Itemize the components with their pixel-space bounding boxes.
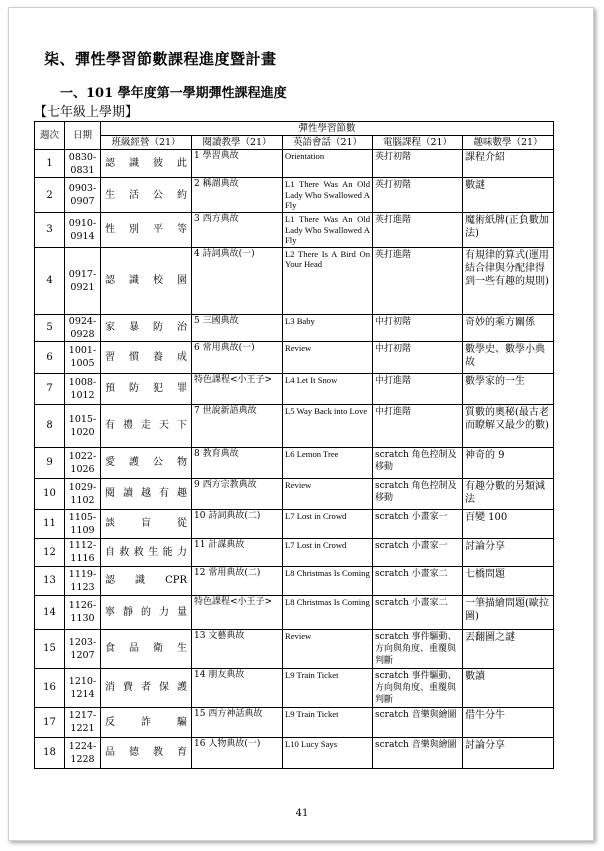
table-row bbox=[35, 314, 554, 341]
computer-cell: 英打進階 bbox=[373, 213, 463, 248]
header-computer: 電腦課程（21） bbox=[373, 136, 463, 150]
week-cell: 7 bbox=[35, 373, 65, 404]
class-management-cell: 閱讀越有趣 bbox=[101, 478, 192, 509]
table-row bbox=[35, 213, 554, 248]
reading-cell: 12 常用典故(二) bbox=[192, 566, 283, 595]
table-row bbox=[35, 707, 554, 737]
computer-cell: scratch 小畫家一 bbox=[373, 538, 463, 566]
date-cell: 1022-1026 bbox=[65, 447, 101, 478]
header-reading: 閱讀教學（21） bbox=[192, 136, 283, 150]
table-row bbox=[35, 150, 554, 178]
math-cell: 數讀 bbox=[463, 668, 554, 707]
math-cell: 討論分享 bbox=[463, 737, 554, 768]
week-cell: 10 bbox=[35, 478, 65, 509]
schedule-table bbox=[34, 121, 554, 769]
math-cell: 百變 100 bbox=[463, 509, 554, 538]
computer-cell: scratch 角色控制及移動 bbox=[373, 447, 463, 478]
date-cell: 1112-1116 bbox=[65, 538, 101, 566]
week-cell: 5 bbox=[35, 314, 65, 341]
computer-cell: scratch 角色控制及移動 bbox=[373, 478, 463, 509]
computer-cell: scratch 音樂與繪圖 bbox=[373, 707, 463, 737]
week-cell: 14 bbox=[35, 595, 65, 629]
reading-cell: 6 常用典故(一) bbox=[192, 341, 283, 373]
english-cell: L7 Lost in Crowd bbox=[283, 509, 373, 538]
reading-cell: 11 計謀典故 bbox=[192, 538, 283, 566]
math-cell: 討論分享 bbox=[463, 538, 554, 566]
date-cell: 1029-1102 bbox=[65, 478, 101, 509]
computer-cell: scratch 音樂與繪圖 bbox=[373, 737, 463, 768]
math-cell: 魔術紙牌(正負數加法) bbox=[463, 213, 554, 248]
date-cell: 0924-0928 bbox=[65, 314, 101, 341]
computer-cell: scratch 小畫家二 bbox=[373, 595, 463, 629]
class-management-cell: 習慣養成 bbox=[101, 341, 192, 373]
week-cell: 1 bbox=[35, 150, 65, 178]
table-row bbox=[35, 509, 554, 538]
table-row bbox=[35, 668, 554, 707]
week-cell: 4 bbox=[35, 247, 65, 314]
week-cell: 6 bbox=[35, 341, 65, 373]
english-cell: L7 Lost in Crowd bbox=[283, 538, 373, 566]
header-flexible-periods: 彈性學習節數 bbox=[101, 122, 554, 136]
class-management-cell: 談盲從 bbox=[101, 509, 192, 538]
reading-cell: 2 稱謂典故 bbox=[192, 178, 283, 213]
computer-cell: 英打進階 bbox=[373, 247, 463, 314]
date-cell: 0910-0914 bbox=[65, 213, 101, 248]
computer-cell: scratch 小畫家一 bbox=[373, 509, 463, 538]
class-management-cell: 性別平等 bbox=[101, 213, 192, 248]
english-cell: L6 Lemon Tree bbox=[283, 447, 373, 478]
english-cell: Review bbox=[283, 629, 373, 668]
header-week: 週次 bbox=[35, 122, 65, 150]
section-subheading: 一、101 學年度第一學期彈性課程進度 bbox=[60, 86, 287, 101]
class-management-cell: 食品衛生 bbox=[101, 629, 192, 668]
week-cell: 15 bbox=[35, 629, 65, 668]
date-cell: 0917-0921 bbox=[65, 247, 101, 314]
week-cell: 13 bbox=[35, 566, 65, 595]
date-cell: 0903-0907 bbox=[65, 178, 101, 213]
header-date: 日期 bbox=[65, 122, 101, 150]
date-cell: 1119-1123 bbox=[65, 566, 101, 595]
date-cell: 1126-1130 bbox=[65, 595, 101, 629]
english-cell: Review bbox=[283, 478, 373, 509]
computer-cell: 中打初階 bbox=[373, 341, 463, 373]
date-cell: 0830-0831 bbox=[65, 150, 101, 178]
date-cell: 1203-1207 bbox=[65, 629, 101, 668]
reading-cell: 特色課程<小王子> bbox=[192, 595, 283, 629]
week-cell: 16 bbox=[35, 668, 65, 707]
math-cell: 課程介紹 bbox=[463, 150, 554, 178]
reading-cell: 7 世說新語典故 bbox=[192, 404, 283, 447]
english-cell: L4 Let It Snow bbox=[283, 373, 373, 404]
reading-cell: 10 詩詞典故(二) bbox=[192, 509, 283, 538]
math-cell: 奇妙的乘方關係 bbox=[463, 314, 554, 341]
reading-cell: 8 教育典故 bbox=[192, 447, 283, 478]
week-cell: 12 bbox=[35, 538, 65, 566]
computer-cell: 中打進階 bbox=[373, 404, 463, 447]
english-cell: L1 There Was An Old Lady Who Swallowed A Fly bbox=[283, 178, 373, 213]
english-cell: L8 Christmas Is Coming bbox=[283, 566, 373, 595]
math-cell: 神奇的 9 bbox=[463, 447, 554, 478]
class-management-cell: 愛護公物 bbox=[101, 447, 192, 478]
table-row bbox=[35, 404, 554, 447]
class-management-cell: 預防犯罪 bbox=[101, 373, 192, 404]
date-cell: 1210-1214 bbox=[65, 668, 101, 707]
class-management-cell: 認識CPR bbox=[101, 566, 192, 595]
math-cell: 丟翻圖之謎 bbox=[463, 629, 554, 668]
date-cell: 1015-1020 bbox=[65, 404, 101, 447]
english-cell: L8 Christmas Is Coming bbox=[283, 595, 373, 629]
header-class-management: 班級經營（21） bbox=[101, 136, 192, 150]
math-cell: 數學史、數學小典故 bbox=[463, 341, 554, 373]
schedule-body bbox=[35, 150, 554, 769]
date-cell: 1105-1109 bbox=[65, 509, 101, 538]
date-cell: 1217-1221 bbox=[65, 707, 101, 737]
class-management-cell: 認識校園 bbox=[101, 247, 192, 314]
reading-cell: 15 西方神話典故 bbox=[192, 707, 283, 737]
math-cell: 數學家的一生 bbox=[463, 373, 554, 404]
reading-cell: 16 人物典故(一) bbox=[192, 737, 283, 768]
computer-cell: 英打初階 bbox=[373, 150, 463, 178]
computer-cell: 中打初階 bbox=[373, 314, 463, 341]
reading-cell: 5 三國典故 bbox=[192, 314, 283, 341]
english-cell: L9 Train Ticket bbox=[283, 668, 373, 707]
math-cell: 一筆描繪問題(歐拉圖) bbox=[463, 595, 554, 629]
class-management-cell: 反詐騙 bbox=[101, 707, 192, 737]
math-cell: 數謎 bbox=[463, 178, 554, 213]
english-cell: Orientation bbox=[283, 150, 373, 178]
reading-cell: 4 詩詞典故(一) bbox=[192, 247, 283, 314]
reading-cell: 特色課程<小王子> bbox=[192, 373, 283, 404]
week-cell: 3 bbox=[35, 213, 65, 248]
table-row bbox=[35, 373, 554, 404]
class-management-cell: 生活公約 bbox=[101, 178, 192, 213]
date-cell: 1008-1012 bbox=[65, 373, 101, 404]
table-row bbox=[35, 447, 554, 478]
header-english: 英語會話（21） bbox=[283, 136, 373, 150]
english-cell: L5 Way Back into Love bbox=[283, 404, 373, 447]
class-management-cell: 認識彼此 bbox=[101, 150, 192, 178]
english-cell: Review bbox=[283, 341, 373, 373]
table-row bbox=[35, 538, 554, 566]
math-cell: 七橋問題 bbox=[463, 566, 554, 595]
table-row bbox=[35, 178, 554, 213]
table-row bbox=[35, 247, 554, 314]
week-cell: 17 bbox=[35, 707, 65, 737]
computer-cell: 英打初階 bbox=[373, 178, 463, 213]
date-cell: 1001-1005 bbox=[65, 341, 101, 373]
table-row bbox=[35, 341, 554, 373]
reading-cell: 13 文藝典故 bbox=[192, 629, 283, 668]
english-cell: L2 There Is A Bird On Your Head bbox=[283, 247, 373, 314]
date-cell: 1224-1228 bbox=[65, 737, 101, 768]
grade-label: 【七年級上學期】 bbox=[34, 105, 139, 120]
class-management-cell: 家暴防治 bbox=[101, 314, 192, 341]
computer-cell: scratch 事件驅動、方向與角度、重覆與判斷 bbox=[373, 668, 463, 707]
computer-cell: scratch 事件驅動、方向與角度、重覆與判斷 bbox=[373, 629, 463, 668]
class-management-cell: 品德教育 bbox=[101, 737, 192, 768]
class-management-cell: 自救救生能力 bbox=[101, 538, 192, 566]
week-cell: 11 bbox=[35, 509, 65, 538]
table-row bbox=[35, 478, 554, 509]
page-number: 41 bbox=[295, 808, 309, 819]
table-row bbox=[35, 629, 554, 668]
computer-cell: scratch 小畫家二 bbox=[373, 566, 463, 595]
english-cell: L9 Train Ticket bbox=[283, 707, 373, 737]
english-cell: L1 There Was An Old Lady Who Swallowed A Fly bbox=[283, 213, 373, 248]
reading-cell: 9 西方宗教典故 bbox=[192, 478, 283, 509]
class-management-cell: 有禮走天下 bbox=[101, 404, 192, 447]
computer-cell: 中打進階 bbox=[373, 373, 463, 404]
week-cell: 18 bbox=[35, 737, 65, 768]
math-cell: 借牛分牛 bbox=[463, 707, 554, 737]
reading-cell: 3 西方典故 bbox=[192, 213, 283, 248]
class-management-cell: 寧靜的力量 bbox=[101, 595, 192, 629]
week-cell: 9 bbox=[35, 447, 65, 478]
english-cell: L10 Lucy Says bbox=[283, 737, 373, 768]
table-row bbox=[35, 595, 554, 629]
section-heading: 柒、彈性學習節數課程進度暨計畫 bbox=[44, 50, 277, 68]
week-cell: 8 bbox=[35, 404, 65, 447]
math-cell: 有規律的算式(運用結合律與分配律得到一些有趣的規則) bbox=[463, 247, 554, 314]
reading-cell: 1 學習典故 bbox=[192, 150, 283, 178]
table-row bbox=[35, 566, 554, 595]
header-math: 趣味數學（21） bbox=[463, 136, 554, 150]
class-management-cell: 消費者保護 bbox=[101, 668, 192, 707]
week-cell: 2 bbox=[35, 178, 65, 213]
english-cell: L3 Baby bbox=[283, 314, 373, 341]
reading-cell: 14 朋友典故 bbox=[192, 668, 283, 707]
math-cell: 質數的奧秘(最古老而瞭解又最少的數) bbox=[463, 404, 554, 447]
math-cell: 有趣分數的另類減法 bbox=[463, 478, 554, 509]
table-row bbox=[35, 737, 554, 768]
